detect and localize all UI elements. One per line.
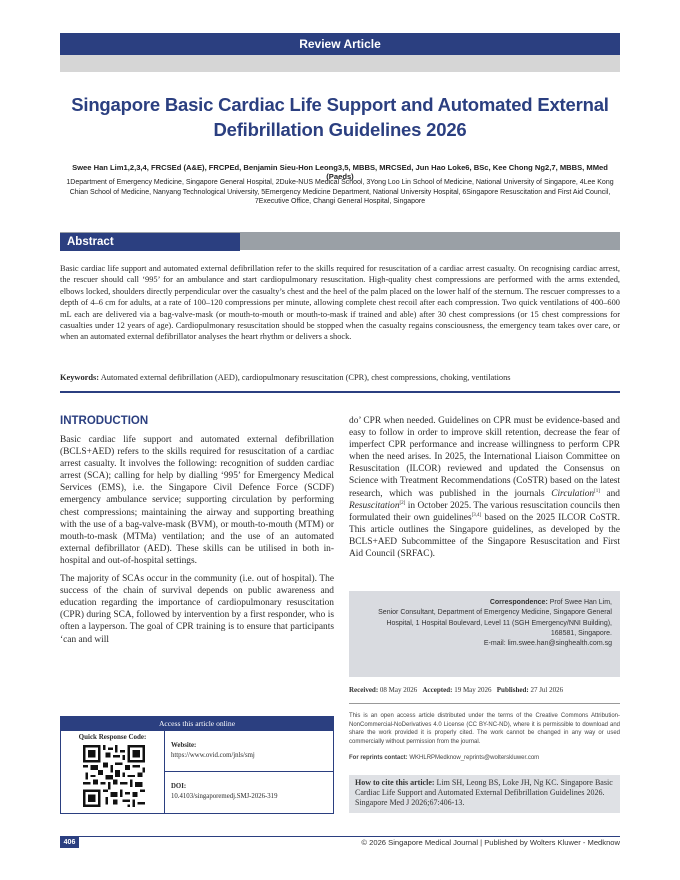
doi-cell — [165, 772, 333, 813]
page-footer — [60, 836, 620, 848]
correspondence-line-2: Hospital, 1 Hospital Boulevard, Level 11 (SGH Emergency/NNI Building), — [386, 619, 612, 627]
doi-label: DOI: — [171, 783, 187, 790]
footer-text: © 2026 Singapore Medical Journal | Published by Wolters Kluwer - Medknow — [361, 838, 620, 847]
intro-and: and — [599, 488, 620, 499]
journal-circulation: Circulation — [551, 488, 595, 499]
citation-text: Lim SH, Leong BS, Loke JH, Ng KC. Singapore Basic Cardiac Life Support and Automated External Defibrillation Guidelines 2026. Singapore Med J 2026;67:406-13. — [355, 778, 613, 807]
article-dates — [349, 686, 620, 704]
intro-continued: do’ CPR when needed. Guidelines on CPR must be evidence-based and easy to follow in order to improve skill retention, decrease the fear of imperfect CPR performance and increase willingness to perform CPR when the need arises. In 2025, the International Liaison Committee on Resuscitation (ILCOR) reviewed and updated the Consensus on Science with Treatment Recommendations (CoSTR) based on the latest research, which was published in the journals — [349, 416, 620, 499]
correspondence-line-3: 168581, Singapore. — [550, 629, 612, 637]
accepted-label: Accepted: — [422, 686, 453, 694]
intro-continued-c: based on the 2025 ILCOR CoSTR. This article outlines the Singapore guidelines, as developed by the BCLS+AED Subcommittee of the Singapore Resuscitation and First Aid Council (SRFAC). — [349, 512, 620, 560]
intro-paragraph-1: Basic cardiac life support and automated external defibrillation (BCLS+AED) refers to the skills required for resuscitation of a cardiac arrest casualty. It involves the following: recognition of sudden cardiac arrest (SCA); calling for help by dialling ‘995’ for Emergency Medical Services (EMS), i.e. the Singapore Civil Defence Force (SCDF) emergency ambulance service; supporting circulation by performing chest compressions; maintaining the airway and supporting breathing with the use of a bag-valve-mask (BVM), or mouth-to-mouth (MTM) or mouth-to-mask (MTMa) ventilation; and the use of an automated external defibrillator (AED). These skills can be utilised in both in-hospital and out-of-hospital settings. — [60, 435, 334, 566]
keywords — [60, 372, 620, 383]
banner-subbar — [60, 55, 620, 72]
access-heading: Access this article online — [61, 717, 333, 731]
abstract-heading: Abstract — [60, 233, 240, 251]
abstract-text: Basic cardiac life support and automated external defibrillation refer to the skills required for resuscitation of a cardiac arrest casualty. On recognising cardiac arrest, the rescuer should call ‘995’ for an ambulance and start cardiopulmonary resuscitation. High-quality chest compressions are performed with the arms extended, elbows locked, shoulders directly perpendicular over the casualty’s chest and the heel of the palm placed on the lower half of the sternum. The rescuer compresses to a depth of 4–6 cm for adults, at a rate of 100–120 compressions per minute, allowing complete chest recoil after each compression. Two quick ventilations of 400–600 mL each are delivered via a bag-valve-mask (or mouth-to-mouth or mouth-to-mask if trained and able) after 30 chest compressions (or 15 chest compressions for casualties under 12 years of age). Cardiopulmonary resuscitation should be stopped when the casualty regains consciousness, the emergency team takes over care, or when an automated external defibrillator analyses the heart rhythm or delivers a shock. — [60, 264, 620, 342]
abstract-heading-bar — [60, 232, 620, 250]
intro-continued-b: in October 2025. The various resuscitation councils then formulated their own guidelines — [349, 500, 620, 523]
correspondence-name: Prof Swee Han Lim, — [549, 599, 612, 606]
article-title: Singapore Basic Cardiac Life Support and Automated External Defibrillation Guidelines 2026 — [71, 94, 609, 140]
page-number: 406 — [60, 837, 79, 848]
website-label: Website: — [171, 742, 197, 749]
reference-3-4[interactable]: [3,4] — [471, 512, 482, 518]
received-label: Received: — [349, 686, 379, 694]
reprints-contact — [349, 755, 620, 761]
website-link[interactable]: https://www.ovid.com/jnls/smj — [171, 752, 255, 759]
right-column-text — [349, 415, 620, 560]
doi-link[interactable]: 10.4103/singaporemedj.SMJ-2026-319 — [171, 793, 278, 800]
author-list: Swee Han Lim1,2,3,4, FRCSEd (A&E), FRCPEd, Benjamin Sieu-Hon Leong3,5, MBBS, MRCSEd, Jun Hao Loke6, BSc, Kee Chong Ng2,7, MBBS, MMed (Paeds) — [72, 163, 608, 181]
correspondence-label: Correspondence: — [489, 599, 548, 606]
qr-label: Quick Response Code: — [78, 733, 147, 741]
published-date: 27 Jul 2026 — [530, 686, 564, 694]
keywords-list: Automated external defibrillation (AED), cardiopulmonary resuscitation (CPR), chest compressions, choking, ventilations — [100, 373, 511, 382]
correspondence-line-1: Senior Consultant, Department of Emergency Medicine, Singapore General — [378, 609, 612, 617]
correspondence-email[interactable]: E-mail: lim.swee.han@singhealth.com.sg — [483, 640, 612, 648]
license-text: This is an open access article distributed under the terms of the Creative Commons Attribution-NonCommercial-NoDerivatives 4.0 License (CC BY-NC-ND), where it is permissible to download and share the work provided it is properly cited. The work cannot be changed in any way or used commercially without permission from the journal. — [349, 713, 620, 745]
website-cell — [165, 731, 333, 772]
reprints-email[interactable]: WKHLRPMedknow_reprints@wolterskluwer.com — [409, 755, 540, 761]
correspondence-box — [349, 591, 620, 677]
section-divider — [60, 391, 620, 393]
published-label: Published: — [496, 686, 529, 694]
journal-resuscitation: Resuscitation — [349, 500, 400, 511]
article-type-banner: Review Article — [60, 33, 620, 55]
intro-paragraph-2: The majority of SCAs occur in the community (i.e. out of hospital). The success of the chain of survival depends on public awareness and education regarding the importance of cardiopulmonary resuscitation (CPR) during SCA, followed by intervention by a first responder, who is often a layperson. The goal of CPR training is to ensure that participants ‘can and will — [60, 574, 334, 645]
dates-divider — [349, 703, 620, 704]
received-date: 08 May 2026 — [379, 686, 418, 694]
accepted-date: 19 May 2026 — [454, 686, 492, 694]
reprints-label: For reprints contact: — [349, 755, 408, 761]
reference-1[interactable]: [1] — [594, 488, 600, 494]
introduction-heading: INTRODUCTION — [60, 415, 149, 427]
reference-2[interactable]: [2] — [399, 500, 406, 506]
affiliations: 1Department of Emergency Medicine, Singapore General Hospital, 2Duke-NUS Medical School, 3Yong Loo Lin School of Medicine, National University of Singapore, 4Lee Kong Chian School of Medicine, Nanyang Technological University, 5Emergency Medicine Department, National University Hospital, 6Singapore Resuscitation and First Aid Council, 7Executive Office, Changi General Hospital, Singapore — [66, 179, 614, 206]
qr-cell — [61, 731, 165, 813]
citation-box — [349, 775, 620, 813]
left-column — [60, 434, 334, 652]
access-online-box — [60, 716, 334, 814]
qr-code-icon[interactable] — [83, 745, 145, 807]
citation-label: How to cite this article: — [355, 778, 435, 787]
keywords-label: Keywords: — [60, 373, 100, 382]
